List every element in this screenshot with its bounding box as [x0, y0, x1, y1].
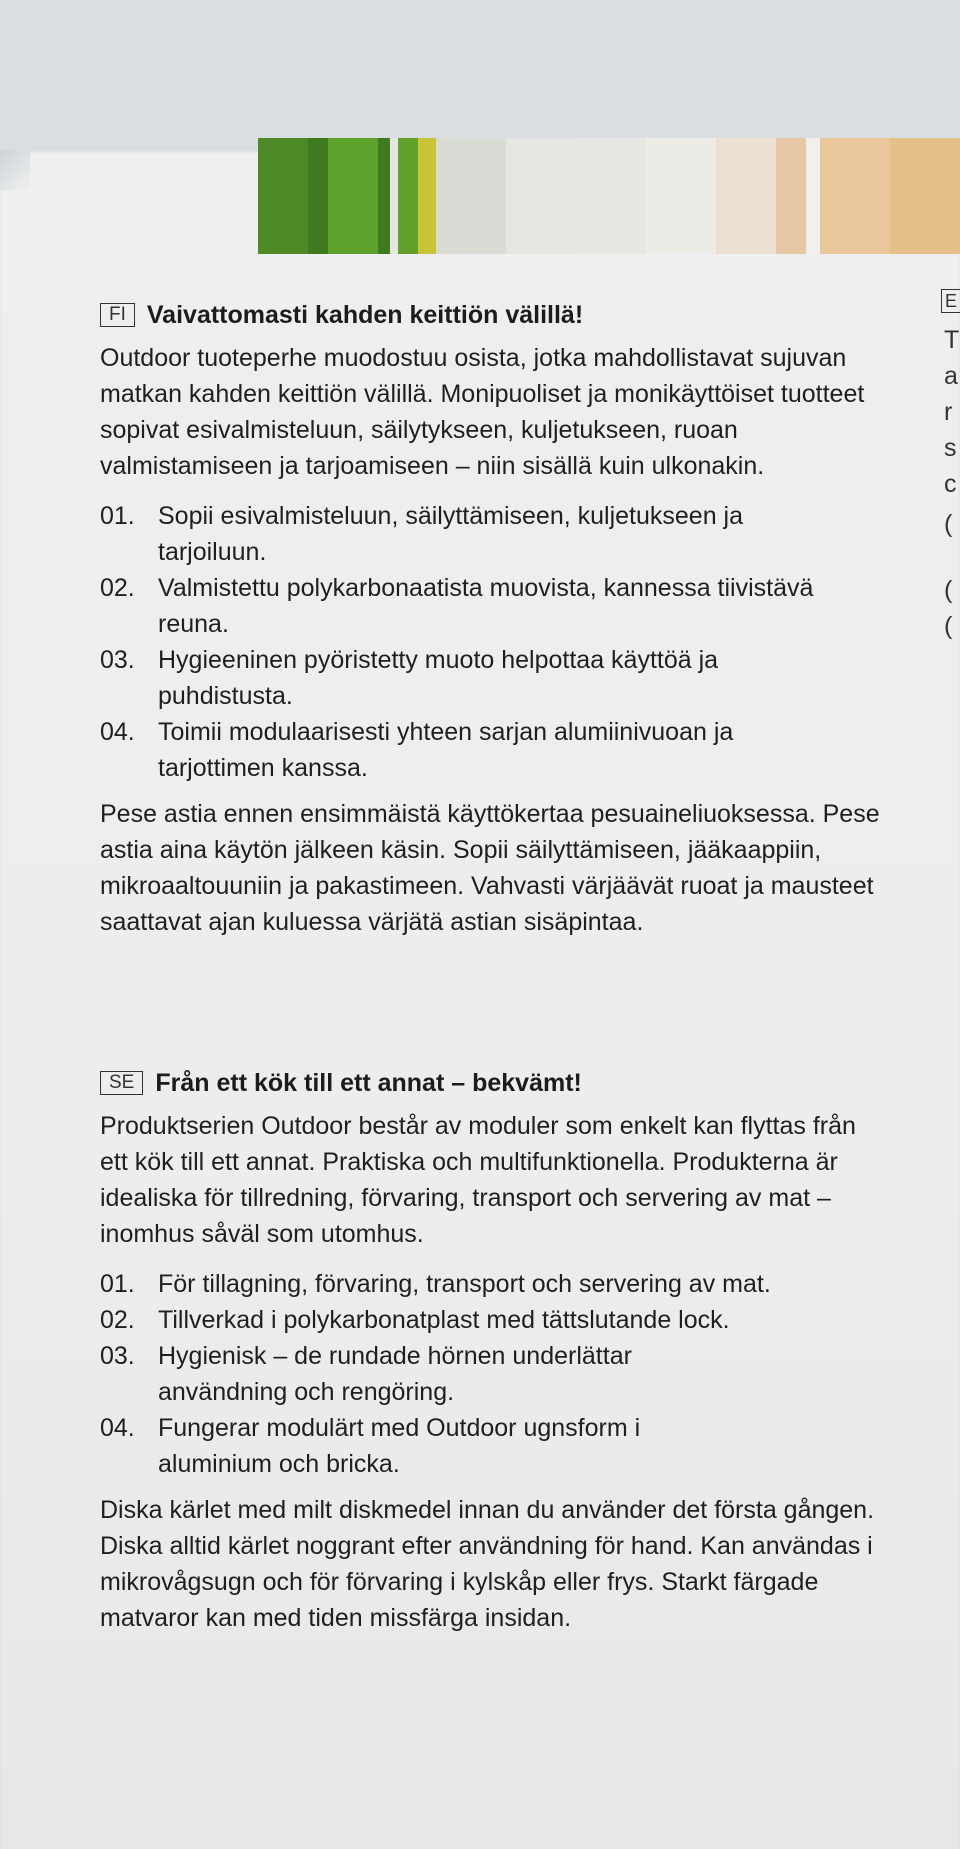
fi-language-tag: FI	[100, 303, 135, 327]
fi-list-item-3: 03. Hygieeninen pyöristetty muoto helpottaa käyttöä ja puhdistusta.	[100, 646, 719, 710]
color-strip-segment	[328, 138, 378, 254]
color-strip-segment	[258, 138, 308, 254]
color-strip-segment	[308, 138, 328, 254]
color-strip-segment	[378, 138, 390, 254]
paper-crease	[0, 150, 30, 190]
right-letter-4: s	[944, 434, 957, 462]
se-list-item-2: 02. Tillverkad i polykarbonatplast med tättslutande lock.	[100, 1306, 730, 1334]
fi-list-item-1: 01. Sopii esivalmisteluun, säilyttämiseen, kuljetukseen ja tarjoiluun.	[100, 502, 744, 566]
right-column-text	[944, 322, 960, 644]
right-letter-6: (	[944, 510, 953, 538]
se-heading	[100, 1068, 900, 1098]
se-language-tag: SE	[100, 1071, 143, 1095]
color-strip-segment	[390, 138, 398, 254]
color-strip-segment	[398, 138, 418, 254]
section-fi	[100, 300, 900, 940]
color-strip-segment	[418, 138, 436, 254]
fi-care-instructions: Pese astia ennen ensimmäistä käyttökertaa pesuaineliuoksessa. Pese astia aina käytön jälkeen käsin. Sopii säilyttämiseen, jääkaappiin, mikroaaltouuniin ja pakastimeen. Vahvasti värjäävät ruoat ja mausteet saattavat ajan kuluessa värjätä astian sisäpintaa.	[100, 800, 880, 936]
color-strip-segment	[646, 138, 716, 254]
color-strip-segment	[436, 138, 506, 254]
color-strip-segment	[576, 138, 646, 254]
color-strip-segment	[506, 138, 576, 254]
right-letter-5: c	[944, 470, 957, 498]
fi-title: Vaivattomasti kahden keittiön välillä!	[146, 301, 584, 329]
fi-feature-list	[100, 498, 820, 786]
se-list-item-4: 04. Fungerar modulärt med Outdoor ugnsform i aluminium och bricka.	[100, 1414, 641, 1478]
color-strip-segment	[776, 138, 806, 254]
se-feature-list	[100, 1266, 900, 1482]
right-letter-7: (	[944, 576, 953, 604]
fi-intro: Outdoor tuoteperhe muodostuu osista, jotka mahdollistavat sujuvan matkan kahden keittiön välillä. Monipuoliset ja monikäyttöiset tuotteet sopivat esivalmisteluun, säilytykseen, kuljetukseen, ruoan valmistamiseen ja tarjoamiseen – niin sisällä kuin ulkonakin.	[100, 344, 865, 480]
section-se	[100, 1068, 900, 1636]
fi-heading	[100, 300, 900, 330]
right-column-language-tag: E	[941, 289, 960, 313]
fi-list-item-2: 02. Valmistettu polykarbonaatista muovista, kannessa tiivistävä reuna.	[100, 574, 814, 638]
se-intro: Produktserien Outdoor består av moduler som enkelt kan flyttas från ett kök till ett annat. Praktiska och multifunktionella. Produkterna är idealiska för tillredning, förvaring, transport och servering av mat – inomhus såväl som utomhus.	[100, 1112, 856, 1248]
se-list-item-1: 01. För tillagning, förvaring, transport och servering av mat.	[100, 1270, 771, 1298]
color-strip-segment	[716, 138, 776, 254]
fi-list-item-4: 04. Toimii modulaarisesti yhteen sarjan alumiinivuoan ja tarjottimen kanssa.	[100, 718, 734, 782]
color-strip-segment	[890, 138, 960, 254]
se-care-instructions: Diska kärlet med milt diskmedel innan du använder det första gången. Diska alltid kärlet noggrant efter användning för hand. Kan användas i mikrovågsugn och för förvaring i kylskåp eller frys. Starkt färgade matvaror kan med tiden missfärga insidan.	[100, 1496, 875, 1632]
color-strip-banner	[258, 138, 960, 254]
right-letter-1: T	[944, 326, 960, 354]
right-letter-8: (	[944, 612, 953, 640]
se-title: Från ett kök till ett annat – bekvämt!	[155, 1069, 582, 1097]
color-strip-segment	[806, 138, 820, 254]
right-letter-3: r	[944, 398, 953, 426]
color-strip-segment	[820, 138, 890, 254]
se-list-item-3: 03. Hygienisk – de rundade hörnen underlättar användning och rengöring.	[100, 1342, 632, 1406]
right-letter-2: a	[944, 362, 958, 390]
